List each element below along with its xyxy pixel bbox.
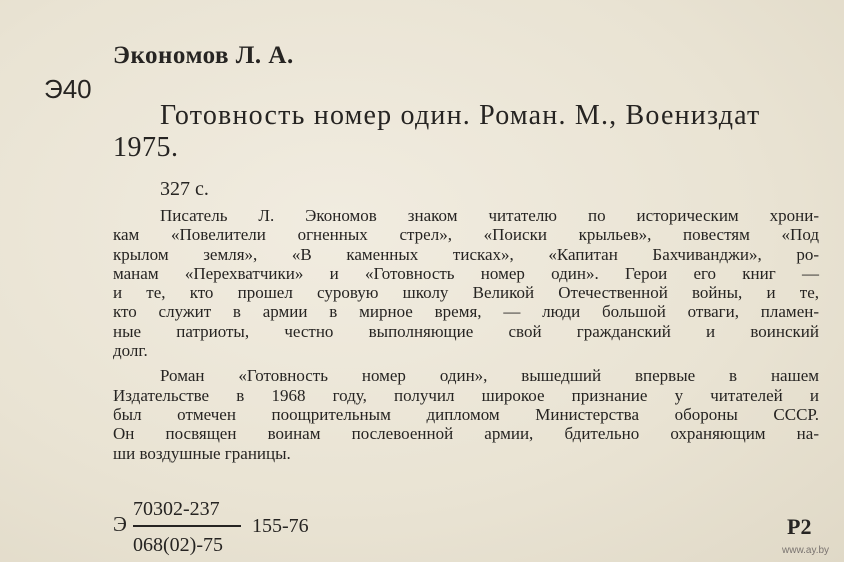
annotation-line: Издательстве в 1968 году, получил широкое признание у читателей и xyxy=(113,385,819,405)
annotation-line: и те, кто прошел суровую школу Великой Отечественной войны, и те, xyxy=(113,283,819,303)
author-name: Экономов Л. А. xyxy=(113,42,294,69)
page-count: 327 с. xyxy=(160,178,209,200)
annotation-line: ши воздушные границы. xyxy=(113,443,291,463)
annotation xyxy=(113,206,819,463)
annotation-line: кто служит в армии в мирное время, — люди большой отваги, пламен- xyxy=(113,302,819,322)
fraction-line xyxy=(133,525,241,527)
index-prefix: Э xyxy=(113,512,127,536)
title-line-1: Готовность номер один. Роман. М., Воениздат xyxy=(160,100,761,131)
annotation-line: Он посвящен воинам послевоенной армии, бдительно охраняющим на- xyxy=(113,424,819,444)
annotation-line: Роман «Готовность номер один», вышедший впервые в нашем xyxy=(160,366,819,386)
annotation-line: крылом земля», «В каменных тисках», «Капитан Бахчиванджи», ро- xyxy=(113,244,819,264)
index-suffix: 155-76 xyxy=(252,515,309,537)
annotation-line: был отмечен поощрительным дипломом Министерства обороны СССР. xyxy=(113,404,819,424)
watermark: www.ay.by xyxy=(782,545,830,556)
title-line-2: 1975. xyxy=(113,132,179,163)
annotation-line: кам «Повелители огненных стрел», «Поиски крыльев», повестям «Под xyxy=(113,225,819,245)
annotation-line: манам «Перехватчики» и «Готовность номер один». Герои его книг — xyxy=(113,263,819,283)
index-denominator: 068(02)-75 xyxy=(133,534,223,556)
annotation-line: долг. xyxy=(113,341,148,361)
library-code: Э40 xyxy=(44,74,92,104)
annotation-line: ные патриоты, честно выполняющие свой гражданский и воинский xyxy=(113,321,819,341)
index-numerator: 70302-237 xyxy=(133,498,220,520)
price-code: Р2 xyxy=(787,514,812,539)
annotation-line: Писатель Л. Экономов знаком читателю по историческим хрони- xyxy=(160,206,819,225)
